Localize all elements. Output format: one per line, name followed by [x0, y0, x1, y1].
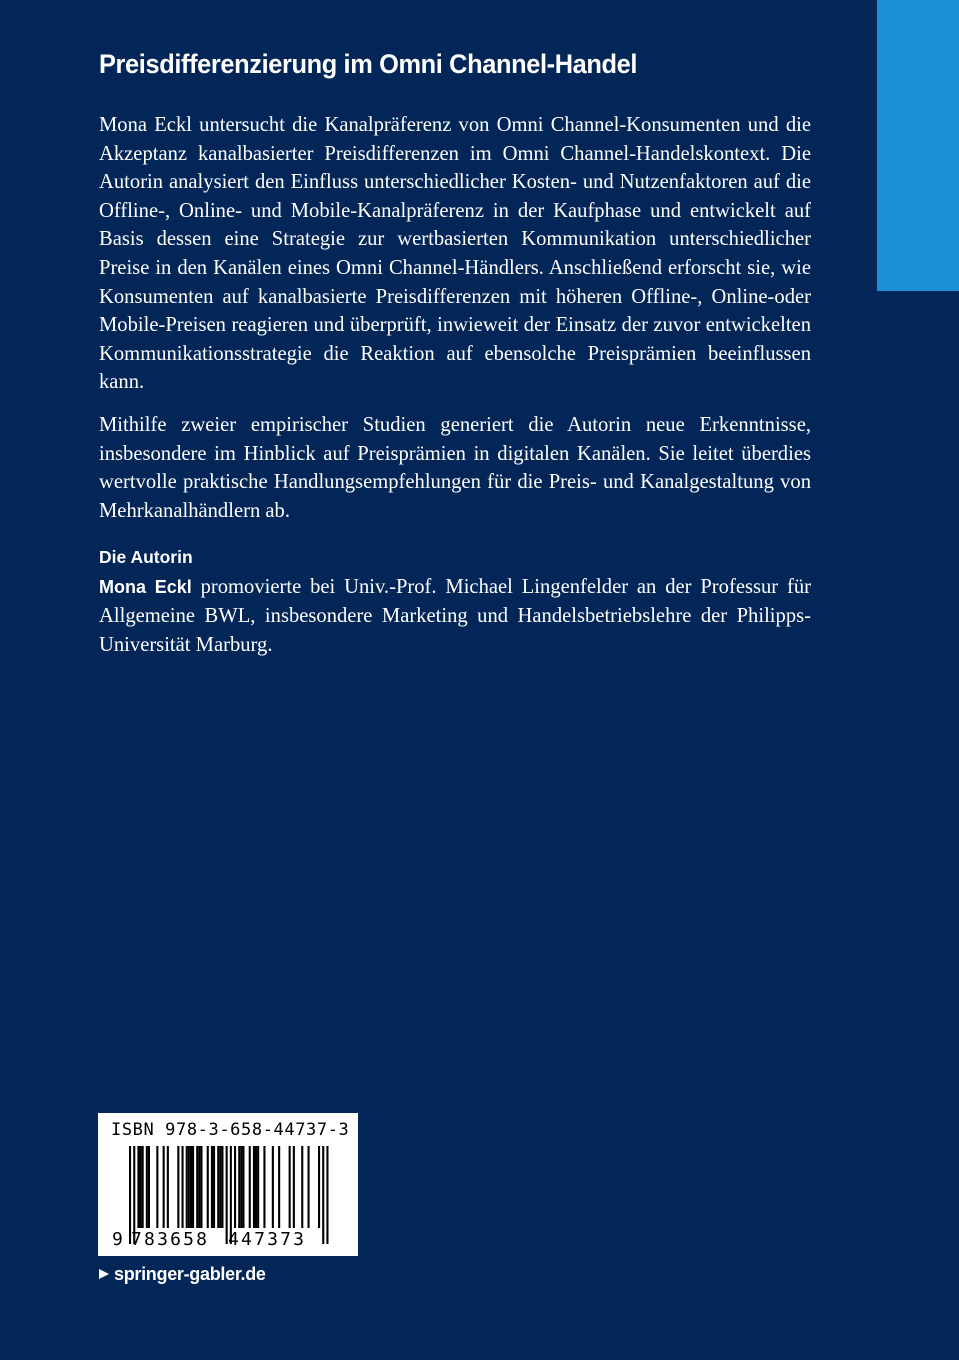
barcode-bar: [148, 1146, 150, 1228]
barcode-right-digits: 447373: [228, 1229, 307, 1250]
isbn-label: ISBN 978-3-658-44737-3: [111, 1120, 350, 1140]
barcode-bar: [289, 1146, 291, 1228]
barcode-bar: [190, 1146, 192, 1228]
barcode-bar: [182, 1146, 184, 1228]
barcode-bar: [255, 1146, 257, 1228]
barcode-bar: [318, 1146, 320, 1228]
author-bio: [99, 573, 811, 659]
barcode-bar: [207, 1146, 209, 1228]
barcode-bar: [137, 1146, 139, 1228]
barcode-bar: [186, 1146, 188, 1228]
barcode-bar: [278, 1146, 280, 1228]
barcode-bar: [211, 1146, 213, 1228]
barcode-bar: [322, 1146, 324, 1244]
barcode-bar: [238, 1146, 240, 1228]
barcode-bar: [221, 1146, 223, 1228]
barcode-bar: [253, 1146, 255, 1228]
barcode-bar: [188, 1146, 190, 1228]
book-title: Preisdifferenzierung im Omni Channel-Handel: [99, 49, 638, 79]
barcode-bar: [219, 1146, 221, 1228]
barcode-bar: [326, 1146, 328, 1244]
blurb-text: [99, 111, 811, 659]
blurb-paragraph-1: Mona Eckl untersucht die Kanalpräferenz von Omni Channel-Konsumenten und die Akzeptanz kanalbasierter Preisdifferenzen im Omni Channel-Handelskontext. Die Autorin analysiert den Einfluss unterschiedlicher Kosten- und Nutzenfaktoren auf die Offline-, Online- und Mobile-Kanalpräferenz in der Kaufphase und entwickelt auf Basis dessen eine Strategie zur wertbasierten Kommunikation unterschiedlicher Preise in den Kanälen eines Omni Channel-Händlers. Anschließend erforscht sie, wie Konsumenten auf kanalbasierte Preisdifferenzen mit höheren Offline-, Online-oder Mobile-Preisen reagieren und überprüft, inwieweit der Einsatz der zuvor entwickelten Kommunikationsstrategie die Reaktion auf ebensolche Preisprämien beeinflussen kann.: [99, 114, 811, 394]
barcode-bar: [192, 1146, 194, 1228]
barcode-bar: [140, 1146, 142, 1228]
barcode-bar: [167, 1146, 169, 1228]
barcode-bar: [217, 1146, 219, 1228]
barcode-bar: [198, 1146, 200, 1228]
barcode-bar: [196, 1146, 198, 1228]
barcode-bar: [257, 1146, 259, 1228]
author-bio-text: promovierte bei Univ.-Prof. Michael Lingenfelder an der Professur für Allgemeine BWL, insbesondere Marketing und Handelsbetriebslehre der Philipps-Universität Marburg.: [99, 576, 812, 656]
barcode-bar: [142, 1146, 144, 1228]
blurb-paragraph-2: Mithilfe zweier empirischer Studien generiert die Autorin neue Erkenntnisse, insbesondere im Hinblick auf Preisprämien in digitalen Kanälen. Sie leitet überdies wertvolle praktische Handlungsempfehlungen für die Preis- und Kanalgestaltung von Mehrkanalhändlern ab.: [99, 413, 811, 522]
accent-bar: [877, 0, 959, 291]
barcode-bar: [301, 1146, 303, 1228]
barcode-bar: [242, 1146, 244, 1228]
barcode-bar: [146, 1146, 148, 1228]
publisher-link-text: springer-gabler.de: [114, 1264, 266, 1284]
author-name: Mona Eckl: [99, 577, 192, 598]
barcode-bar: [240, 1146, 242, 1228]
author-heading: Die Autorin: [99, 547, 193, 568]
barcode-bar: [272, 1146, 274, 1228]
barcode-bar: [263, 1146, 265, 1228]
barcode-bar: [293, 1146, 295, 1228]
barcode-bar: [200, 1146, 202, 1228]
arrow-right-icon: [99, 1269, 109, 1279]
publisher-link[interactable]: [99, 1262, 266, 1286]
isbn-barcode: [98, 1113, 358, 1256]
barcode-bar: [163, 1146, 165, 1228]
barcode-bar: [308, 1146, 310, 1228]
barcode-bar: [156, 1146, 158, 1228]
barcode-bar: [213, 1146, 215, 1228]
barcode-left-digits: 783658: [131, 1229, 210, 1250]
barcode-bar: [249, 1146, 251, 1228]
barcode-lead-digit: 9: [112, 1229, 123, 1250]
barcode-bar: [177, 1146, 179, 1228]
barcode-bar: [234, 1146, 236, 1228]
